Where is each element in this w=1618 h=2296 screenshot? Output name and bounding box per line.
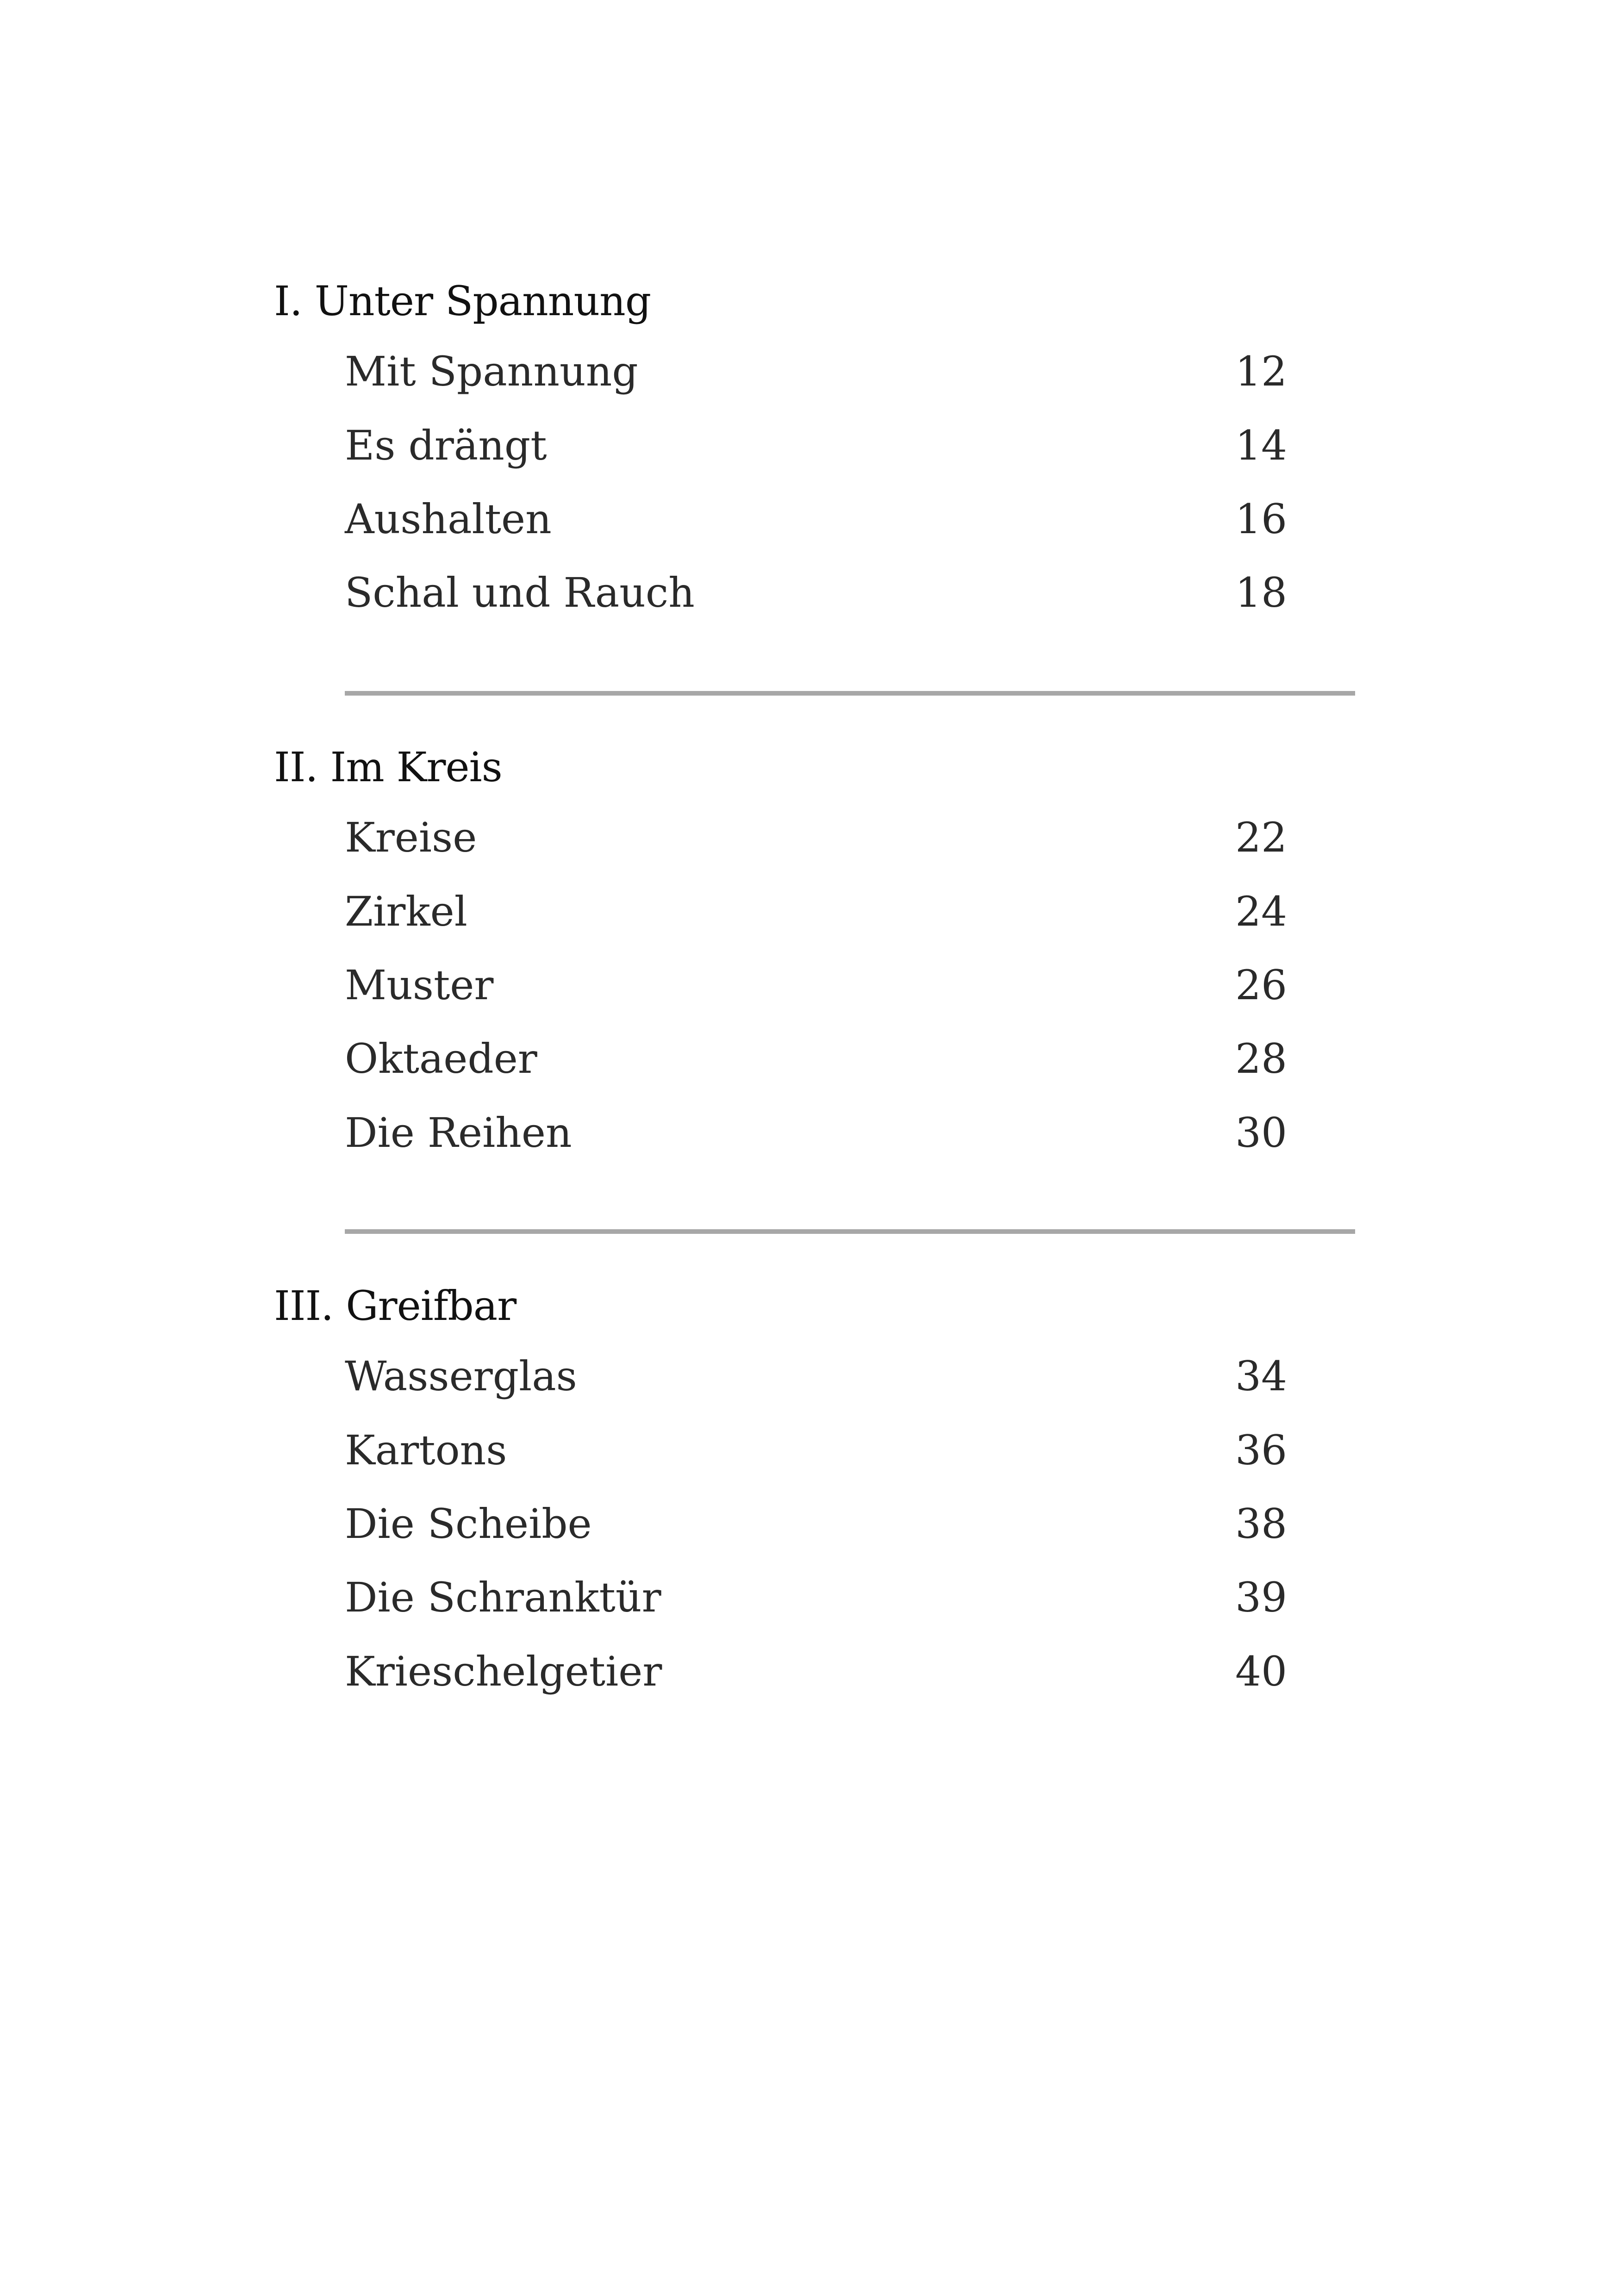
entry-title: Krieschelgetier bbox=[345, 1648, 662, 1695]
entry-title: Es drängt bbox=[345, 422, 547, 469]
entry-page-number: 38 bbox=[1235, 1500, 1287, 1548]
toc-entry[interactable] bbox=[0, 1346, 1618, 1406]
entry-page-number: 34 bbox=[1235, 1352, 1287, 1400]
toc-entry[interactable] bbox=[0, 416, 1618, 476]
entry-page-number: 22 bbox=[1235, 814, 1287, 861]
section-divider bbox=[345, 1229, 1355, 1234]
toc-entry[interactable] bbox=[0, 563, 1618, 623]
entry-page-number: 18 bbox=[1235, 569, 1287, 616]
entry-title: Mit Spannung bbox=[345, 348, 638, 395]
toc-entry[interactable] bbox=[0, 489, 1618, 549]
entry-page-number: 40 bbox=[1235, 1648, 1287, 1695]
entry-page-number: 16 bbox=[1235, 495, 1287, 543]
toc-entry[interactable] bbox=[0, 1568, 1618, 1628]
entry-page-number: 24 bbox=[1235, 888, 1287, 935]
entry-title: Kartons bbox=[345, 1426, 507, 1474]
toc-entry[interactable] bbox=[0, 808, 1618, 868]
section-title: II. Im Kreis bbox=[274, 743, 502, 791]
entry-title: Die Reihen bbox=[345, 1109, 572, 1157]
toc-entry[interactable] bbox=[0, 1494, 1618, 1554]
entry-title: Aushalten bbox=[345, 495, 552, 543]
toc-entry[interactable] bbox=[0, 955, 1618, 1015]
entry-page-number: 12 bbox=[1235, 348, 1287, 395]
section-title: I. Unter Spannung bbox=[274, 277, 651, 325]
entry-page-number: 30 bbox=[1235, 1109, 1287, 1157]
section-title: III. Greifbar bbox=[274, 1282, 517, 1330]
entry-title: Oktaeder bbox=[345, 1035, 537, 1083]
toc-entry[interactable] bbox=[0, 1029, 1618, 1089]
entry-page-number: 36 bbox=[1235, 1426, 1287, 1474]
entry-title: Die Scheibe bbox=[345, 1500, 592, 1548]
entry-title: Zirkel bbox=[345, 888, 467, 935]
section-divider bbox=[345, 691, 1355, 696]
entry-title: Schal und Rauch bbox=[345, 569, 695, 616]
entry-page-number: 39 bbox=[1235, 1574, 1287, 1621]
toc-entry[interactable] bbox=[0, 1103, 1618, 1163]
toc-entry[interactable] bbox=[0, 342, 1618, 402]
entry-title: Kreise bbox=[345, 814, 477, 861]
toc-entry[interactable] bbox=[0, 1420, 1618, 1481]
entry-page-number: 28 bbox=[1235, 1035, 1287, 1083]
entry-title: Muster bbox=[345, 961, 494, 1009]
entry-title: Die Schranktür bbox=[345, 1574, 661, 1621]
entry-page-number: 14 bbox=[1235, 422, 1287, 469]
toc-entry[interactable] bbox=[0, 882, 1618, 942]
entry-title: Wasserglas bbox=[345, 1352, 577, 1400]
toc-entry[interactable] bbox=[0, 1642, 1618, 1702]
entry-page-number: 26 bbox=[1235, 961, 1287, 1009]
